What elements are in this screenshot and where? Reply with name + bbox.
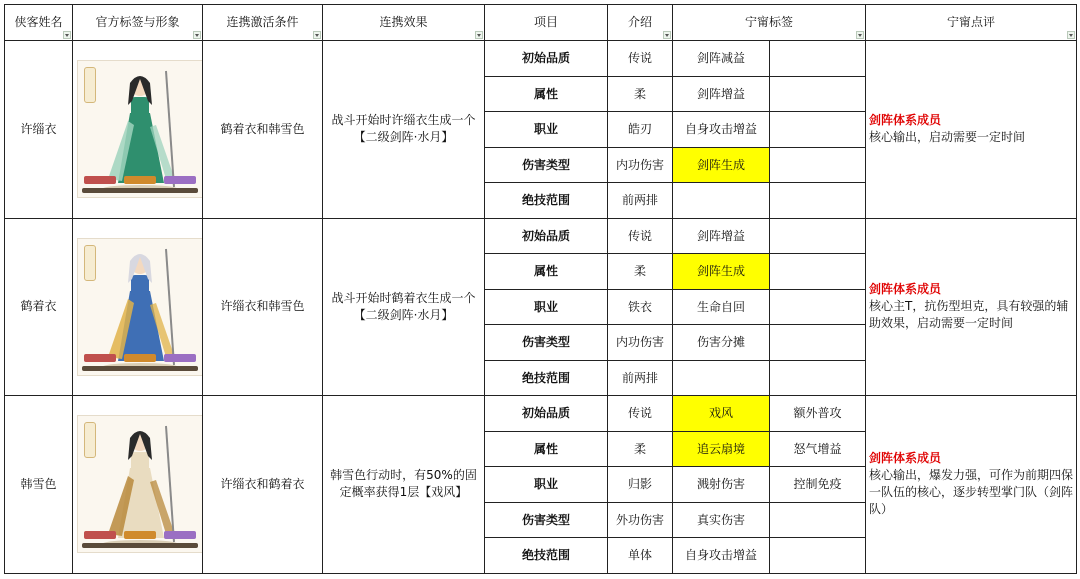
attribute-bar bbox=[124, 354, 156, 362]
ningning-tag-extra-cell bbox=[769, 466, 866, 503]
ningning-tag-cell bbox=[672, 289, 770, 325]
combo-effect-cell bbox=[322, 40, 485, 219]
item-label-cell bbox=[484, 40, 608, 77]
header-intro[interactable] bbox=[607, 4, 673, 41]
attribute-bar bbox=[164, 354, 196, 362]
attribute-bar bbox=[84, 531, 116, 539]
attribute-bar bbox=[84, 176, 116, 184]
intro-value-cell bbox=[607, 502, 673, 538]
ningning-tag-extra-cell bbox=[769, 182, 866, 219]
intro-value: 铁衣 bbox=[627, 299, 652, 314]
ningning-tag-cell bbox=[672, 431, 770, 467]
filter-dropdown-icon[interactable] bbox=[63, 31, 71, 39]
header-hero-name[interactable] bbox=[4, 4, 73, 41]
item-label-cell bbox=[484, 218, 608, 254]
ningning-tag-cell bbox=[672, 395, 770, 432]
intro-value-cell bbox=[607, 360, 673, 396]
ningning-tag: 剑阵增益 bbox=[696, 86, 745, 101]
item-label: 属性 bbox=[533, 441, 558, 456]
ningning-tag-extra-cell bbox=[769, 289, 866, 325]
item-label-cell bbox=[484, 76, 608, 112]
combo-effect: 战斗开始时鹤着衣生成一个【二级剑阵·水月】 bbox=[331, 290, 476, 322]
item-label-cell bbox=[484, 289, 608, 325]
official-tag-badge bbox=[84, 245, 96, 281]
intro-value: 柔 bbox=[633, 264, 646, 278]
ningning-comment-cell bbox=[865, 218, 1077, 397]
filter-dropdown-icon[interactable] bbox=[313, 31, 321, 39]
item-label-cell bbox=[484, 147, 608, 183]
hero-portrait-cell bbox=[72, 395, 203, 574]
item-label-cell bbox=[484, 324, 608, 361]
header-combo-effect-label: 连携效果 bbox=[379, 15, 428, 29]
intro-value-cell bbox=[607, 324, 673, 361]
intro-value-cell bbox=[607, 182, 673, 219]
comment-body: 核心输出，启动需要一定时间 bbox=[869, 130, 1026, 145]
item-label: 绝技范围 bbox=[521, 193, 570, 207]
item-label: 伤害类型 bbox=[521, 512, 570, 527]
ningning-tag-extra-cell bbox=[769, 395, 866, 432]
attribute-bars bbox=[84, 531, 196, 539]
item-label-cell bbox=[484, 395, 608, 432]
combo-condition: 许缁衣和鹤着衣 bbox=[220, 476, 305, 491]
combo-effect-cell bbox=[322, 395, 485, 574]
ningning-tag: 剑阵生成 bbox=[696, 264, 745, 278]
ningning-tag: 真实伤害 bbox=[696, 512, 745, 527]
header-ningning-tag[interactable] bbox=[672, 4, 866, 41]
intro-value: 柔 bbox=[633, 86, 646, 101]
item-label-cell bbox=[484, 466, 608, 503]
intro-value: 柔 bbox=[633, 441, 646, 456]
ningning-tag: 剑阵生成 bbox=[696, 157, 745, 172]
attribute-bar bbox=[164, 531, 196, 539]
item-label-cell bbox=[484, 502, 608, 538]
intro-value: 内功伤害 bbox=[615, 157, 664, 172]
intro-value-cell bbox=[607, 40, 673, 77]
ningning-tag-extra: 额外普攻 bbox=[793, 406, 842, 420]
ningning-tag-cell bbox=[672, 40, 770, 77]
intro-value-cell bbox=[607, 289, 673, 325]
intro-value-cell bbox=[607, 431, 673, 467]
filter-dropdown-icon[interactable] bbox=[475, 31, 483, 39]
ningning-tag-cell bbox=[672, 111, 770, 148]
attribute-bars bbox=[84, 354, 196, 362]
intro-value: 单体 bbox=[627, 548, 652, 562]
attribute-bar bbox=[84, 354, 116, 362]
level-strip bbox=[82, 366, 198, 371]
ningning-tag: 剑阵减益 bbox=[696, 51, 745, 65]
ningning-tag: 伤害分摊 bbox=[696, 335, 745, 349]
ningning-tag: 生命自回 bbox=[696, 299, 745, 314]
comment-title: 剑阵体系成员 bbox=[869, 451, 942, 466]
header-combo-effect[interactable] bbox=[322, 4, 485, 41]
comment-title: 剑阵体系成员 bbox=[869, 282, 942, 297]
attribute-bar bbox=[124, 531, 156, 539]
hero-portrait-han-xuese bbox=[77, 415, 203, 553]
hero-portrait-xu-ziyi bbox=[77, 60, 203, 198]
hero-name-cell bbox=[4, 395, 73, 574]
ningning-tag-cell bbox=[672, 502, 770, 538]
level-strip bbox=[82, 543, 198, 548]
item-label-cell bbox=[484, 537, 608, 574]
attribute-bar bbox=[124, 176, 156, 184]
ningning-tag-extra: 怒气增益 bbox=[793, 441, 842, 456]
ningning-tag-extra: 控制免疫 bbox=[793, 477, 842, 491]
ningning-comment-cell bbox=[865, 395, 1077, 574]
filter-dropdown-icon[interactable] bbox=[193, 31, 201, 39]
header-official-tag-label: 官方标签与形象 bbox=[95, 15, 180, 29]
intro-value: 皓刃 bbox=[627, 122, 652, 136]
ningning-tag-cell bbox=[672, 324, 770, 361]
ningning-comment-cell bbox=[865, 40, 1077, 219]
ningning-tag-extra-cell bbox=[769, 360, 866, 396]
ningning-tag-cell bbox=[672, 147, 770, 183]
intro-value: 传说 bbox=[627, 406, 652, 420]
item-label-cell bbox=[484, 431, 608, 467]
header-ningning-tag-label: 宁甯标签 bbox=[744, 15, 793, 29]
hero-portrait-cell bbox=[72, 218, 203, 397]
official-tag-badge bbox=[84, 422, 96, 458]
item-label-cell bbox=[484, 182, 608, 219]
filter-dropdown-icon[interactable] bbox=[663, 31, 671, 39]
hero-comparison-table bbox=[4, 4, 1076, 575]
item-label-cell bbox=[484, 360, 608, 396]
intro-value: 传说 bbox=[627, 228, 652, 243]
item-label-cell bbox=[484, 253, 608, 290]
intro-value: 内功伤害 bbox=[615, 335, 664, 349]
ningning-tag-cell bbox=[672, 76, 770, 112]
header-item[interactable] bbox=[484, 4, 608, 41]
intro-value-cell bbox=[607, 111, 673, 148]
header-ningning-comment[interactable] bbox=[865, 4, 1077, 41]
item-label: 伤害类型 bbox=[521, 335, 570, 349]
combo-condition: 鹤着衣和韩雪色 bbox=[220, 121, 305, 136]
ningning-tag-extra-cell bbox=[769, 40, 866, 77]
intro-value: 外功伤害 bbox=[615, 512, 664, 527]
level-strip bbox=[82, 188, 198, 193]
comment-title: 剑阵体系成员 bbox=[869, 113, 942, 128]
comment-body: 核心主T，抗伤型坦克，具有较强的辅助效果，启动需要一定时间 bbox=[869, 299, 1069, 331]
attribute-bars bbox=[84, 176, 196, 184]
hero-name: 鹤着衣 bbox=[20, 299, 57, 314]
ningning-tag: 自身攻击增益 bbox=[684, 122, 757, 136]
intro-value-cell bbox=[607, 253, 673, 290]
intro-value: 归影 bbox=[627, 477, 652, 491]
ningning-tag-extra-cell bbox=[769, 147, 866, 183]
intro-value: 前两排 bbox=[621, 370, 658, 385]
hero-name: 许缁衣 bbox=[20, 121, 57, 136]
header-ningning-comment-label: 宁甯点评 bbox=[946, 15, 995, 29]
combo-effect: 战斗开始时许缁衣生成一个【二级剑阵·水月】 bbox=[331, 113, 476, 145]
ningning-tag: 戏风 bbox=[708, 406, 733, 420]
item-label: 职业 bbox=[533, 122, 558, 136]
ningning-tag: 自身攻击增益 bbox=[684, 548, 757, 562]
combo-effect: 韩雪色行动时，有50%的固定概率获得1层【戏风】 bbox=[330, 468, 477, 500]
item-label: 初始品质 bbox=[521, 51, 570, 65]
ningning-tag-extra-cell bbox=[769, 111, 866, 148]
intro-value-cell bbox=[607, 147, 673, 183]
hero-name-cell bbox=[4, 218, 73, 397]
ningning-tag-extra-cell bbox=[769, 431, 866, 467]
intro-value-cell bbox=[607, 395, 673, 432]
combo-condition-cell bbox=[202, 395, 323, 574]
ningning-tag: 剑阵增益 bbox=[696, 228, 745, 243]
combo-condition-cell bbox=[202, 40, 323, 219]
header-intro-label: 介绍 bbox=[627, 15, 652, 29]
header-official-tag[interactable] bbox=[72, 4, 203, 41]
hero-name: 韩雪色 bbox=[20, 476, 57, 491]
ningning-tag-cell bbox=[672, 466, 770, 503]
header-hero-name-label: 侠客姓名 bbox=[14, 15, 63, 29]
comment-body: 核心输出，爆发力强，可作为前期四保一队伍的核心，逐步转型掌门队（剑阵队） bbox=[869, 468, 1074, 517]
ningning-tag-cell bbox=[672, 253, 770, 290]
filter-dropdown-icon[interactable] bbox=[1067, 31, 1075, 39]
ningning-tag-extra-cell bbox=[769, 324, 866, 361]
item-label: 职业 bbox=[533, 477, 558, 491]
item-label: 绝技范围 bbox=[521, 548, 570, 562]
intro-value-cell bbox=[607, 537, 673, 574]
hero-portrait-cell bbox=[72, 40, 203, 219]
ningning-tag-cell bbox=[672, 537, 770, 574]
attribute-bar bbox=[164, 176, 196, 184]
item-label: 伤害类型 bbox=[521, 157, 570, 172]
header-combo-condition[interactable] bbox=[202, 4, 323, 41]
ningning-tag-extra-cell bbox=[769, 218, 866, 254]
ningning-tag-extra-cell bbox=[769, 253, 866, 290]
intro-value: 传说 bbox=[627, 51, 652, 65]
item-label: 初始品质 bbox=[521, 228, 570, 243]
combo-condition: 许缁衣和韩雪色 bbox=[220, 299, 305, 314]
combo-effect-cell bbox=[322, 218, 485, 397]
official-tag-badge bbox=[84, 67, 96, 103]
item-label: 属性 bbox=[533, 86, 558, 101]
ningning-tag-extra-cell bbox=[769, 76, 866, 112]
item-label: 初始品质 bbox=[521, 406, 570, 420]
ningning-tag: 溅射伤害 bbox=[696, 477, 745, 491]
intro-value-cell bbox=[607, 76, 673, 112]
intro-value-cell bbox=[607, 218, 673, 254]
combo-condition-cell bbox=[202, 218, 323, 397]
ningning-tag-cell bbox=[672, 182, 770, 219]
ningning-tag-cell bbox=[672, 360, 770, 396]
header-combo-condition-label: 连携激活条件 bbox=[226, 15, 299, 29]
item-label: 属性 bbox=[533, 264, 558, 278]
item-label-cell bbox=[484, 111, 608, 148]
intro-value: 前两排 bbox=[621, 193, 658, 207]
ningning-tag: 追云扇境 bbox=[696, 441, 745, 456]
intro-value-cell bbox=[607, 466, 673, 503]
header-item-label: 项目 bbox=[533, 15, 558, 29]
ningning-tag-cell bbox=[672, 218, 770, 254]
hero-name-cell bbox=[4, 40, 73, 219]
hero-portrait-he-zhuoyi bbox=[77, 238, 203, 376]
filter-dropdown-icon[interactable] bbox=[856, 31, 864, 39]
item-label: 绝技范围 bbox=[521, 370, 570, 385]
item-label: 职业 bbox=[533, 299, 558, 314]
ningning-tag-extra-cell bbox=[769, 537, 866, 574]
ningning-tag-extra-cell bbox=[769, 502, 866, 538]
